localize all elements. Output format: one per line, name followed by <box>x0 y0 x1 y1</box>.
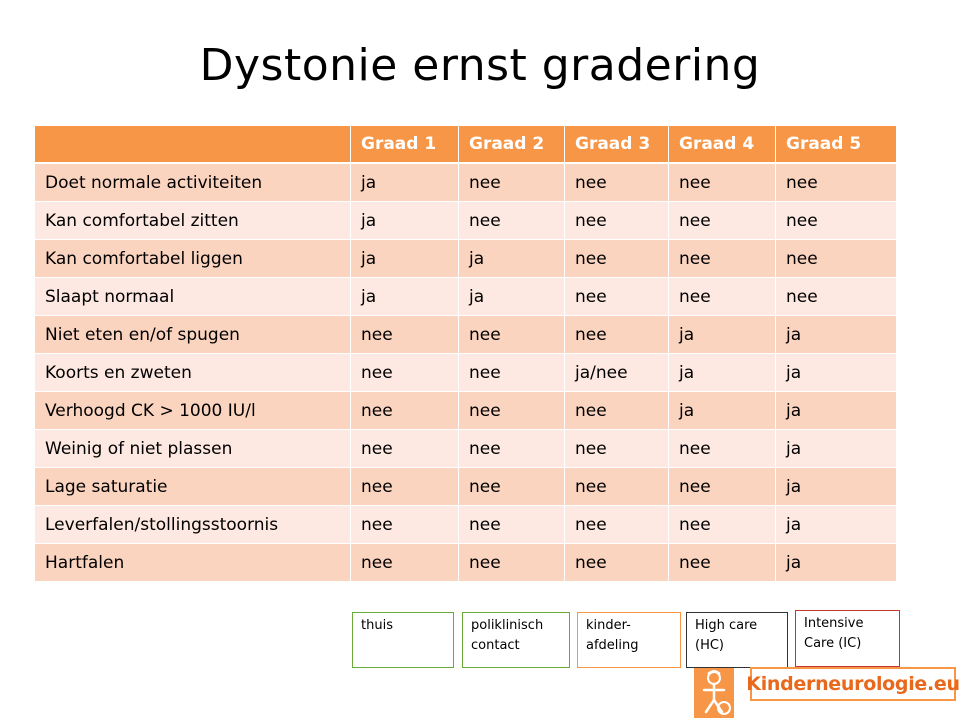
grade-value-cell: nee <box>669 240 776 278</box>
care-level-label: High care <box>695 618 758 633</box>
header-cell-graad-5: Graad 5 <box>776 126 897 164</box>
table-body <box>35 164 897 582</box>
grade-value-cell: ja <box>351 164 459 202</box>
care-level-intensive-care <box>795 610 900 667</box>
grade-value-cell: ja <box>776 354 897 392</box>
row-criterion-cell: Lage saturatie <box>35 468 351 506</box>
grade-value-cell: nee <box>351 316 459 354</box>
grade-value-cell: nee <box>669 468 776 506</box>
severity-table <box>35 126 897 582</box>
grade-value-cell: nee <box>459 392 565 430</box>
grade-value-cell: nee <box>351 430 459 468</box>
grade-value-cell: nee <box>776 202 897 240</box>
table-row <box>35 354 897 392</box>
grade-value-cell: nee <box>565 544 669 582</box>
grade-value-cell: nee <box>669 164 776 202</box>
table-row <box>35 164 897 202</box>
care-level-label: thuis <box>361 618 393 633</box>
grade-value-cell: nee <box>459 316 565 354</box>
row-criterion-cell: Koorts en zweten <box>35 354 351 392</box>
grade-value-cell: nee <box>459 430 565 468</box>
grade-value-cell: nee <box>669 202 776 240</box>
table-row <box>35 316 897 354</box>
grade-value-cell: nee <box>565 240 669 278</box>
row-criterion-cell: Weinig of niet plassen <box>35 430 351 468</box>
grade-value-cell: nee <box>459 506 565 544</box>
grade-value-cell: ja <box>459 240 565 278</box>
care-level-label: (HC) <box>695 638 724 653</box>
grade-value-cell: nee <box>459 468 565 506</box>
grade-value-cell: ja <box>669 354 776 392</box>
grade-value-cell: ja <box>776 392 897 430</box>
grade-value-cell: nee <box>459 202 565 240</box>
row-criterion-cell: Hartfalen <box>35 544 351 582</box>
child-figure-icon <box>694 668 734 718</box>
care-level-label: contact <box>471 638 520 653</box>
grade-value-cell: nee <box>351 392 459 430</box>
table-row <box>35 430 897 468</box>
grade-value-cell: ja <box>776 316 897 354</box>
table-row <box>35 468 897 506</box>
grade-value-cell: ja <box>351 202 459 240</box>
table-row <box>35 544 897 582</box>
row-criterion-cell: Verhoogd CK > 1000 IU/l <box>35 392 351 430</box>
header-cell-graad-1: Graad 1 <box>351 126 459 164</box>
care-level-kinderafdeling <box>577 612 681 668</box>
row-criterion-cell: Kan comfortabel liggen <box>35 240 351 278</box>
table-row <box>35 240 897 278</box>
grade-value-cell: nee <box>669 544 776 582</box>
row-criterion-cell: Doet normale activiteiten <box>35 164 351 202</box>
grade-value-cell: ja <box>351 278 459 316</box>
grade-value-cell: ja <box>351 240 459 278</box>
grade-value-cell: nee <box>459 544 565 582</box>
grade-value-cell: nee <box>776 164 897 202</box>
row-criterion-cell: Leverfalen/stollingsstoornis <box>35 506 351 544</box>
grade-value-cell: ja <box>776 468 897 506</box>
grade-value-cell: nee <box>351 354 459 392</box>
care-level-label: Intensive <box>804 616 864 631</box>
grade-value-cell: nee <box>565 164 669 202</box>
grade-value-cell: nee <box>565 202 669 240</box>
grade-value-cell: nee <box>459 354 565 392</box>
grade-value-cell: nee <box>565 278 669 316</box>
header-cell-graad-3: Graad 3 <box>565 126 669 164</box>
row-criterion-cell: Slaapt normaal <box>35 278 351 316</box>
row-criterion-cell: Kan comfortabel zitten <box>35 202 351 240</box>
grade-value-cell: ja <box>776 430 897 468</box>
table-row <box>35 202 897 240</box>
care-level-high-care <box>686 612 788 668</box>
grade-value-cell: ja <box>776 506 897 544</box>
grade-value-cell: nee <box>669 430 776 468</box>
row-criterion-cell: Niet eten en/of spugen <box>35 316 351 354</box>
grade-value-cell: ja <box>669 392 776 430</box>
grade-value-cell: nee <box>776 278 897 316</box>
grade-value-cell: nee <box>565 316 669 354</box>
grade-value-cell: nee <box>565 468 669 506</box>
table-row <box>35 278 897 316</box>
care-level-poliklinisch <box>462 612 570 668</box>
page-title: Dystonie ernst gradering <box>199 40 761 91</box>
care-level-label: Care (IC) <box>804 636 862 651</box>
care-level-label: afdeling <box>586 638 639 653</box>
header-cell-graad-4: Graad 4 <box>669 126 776 164</box>
grade-value-cell: nee <box>351 506 459 544</box>
grade-value-cell: nee <box>351 468 459 506</box>
table-header-row <box>35 126 897 164</box>
grade-value-cell: ja/nee <box>565 354 669 392</box>
grade-value-cell: ja <box>459 278 565 316</box>
grade-value-cell: nee <box>459 164 565 202</box>
grade-value-cell: nee <box>351 544 459 582</box>
care-level-label: poliklinisch <box>471 618 544 633</box>
grade-value-cell: ja <box>776 544 897 582</box>
logo-wordmark: Kinderneurologie.eu <box>750 667 956 701</box>
care-level-label: kinder- <box>586 618 631 633</box>
table-row <box>35 392 897 430</box>
grade-value-cell: nee <box>565 430 669 468</box>
grade-value-cell: nee <box>669 278 776 316</box>
grade-value-cell: nee <box>565 506 669 544</box>
grade-value-cell: ja <box>669 316 776 354</box>
header-cell-graad-2: Graad 2 <box>459 126 565 164</box>
grade-value-cell: nee <box>776 240 897 278</box>
grade-value-cell: nee <box>669 506 776 544</box>
header-cell <box>35 126 351 164</box>
grade-value-cell: nee <box>565 392 669 430</box>
table-row <box>35 506 897 544</box>
care-level-thuis <box>352 612 454 668</box>
